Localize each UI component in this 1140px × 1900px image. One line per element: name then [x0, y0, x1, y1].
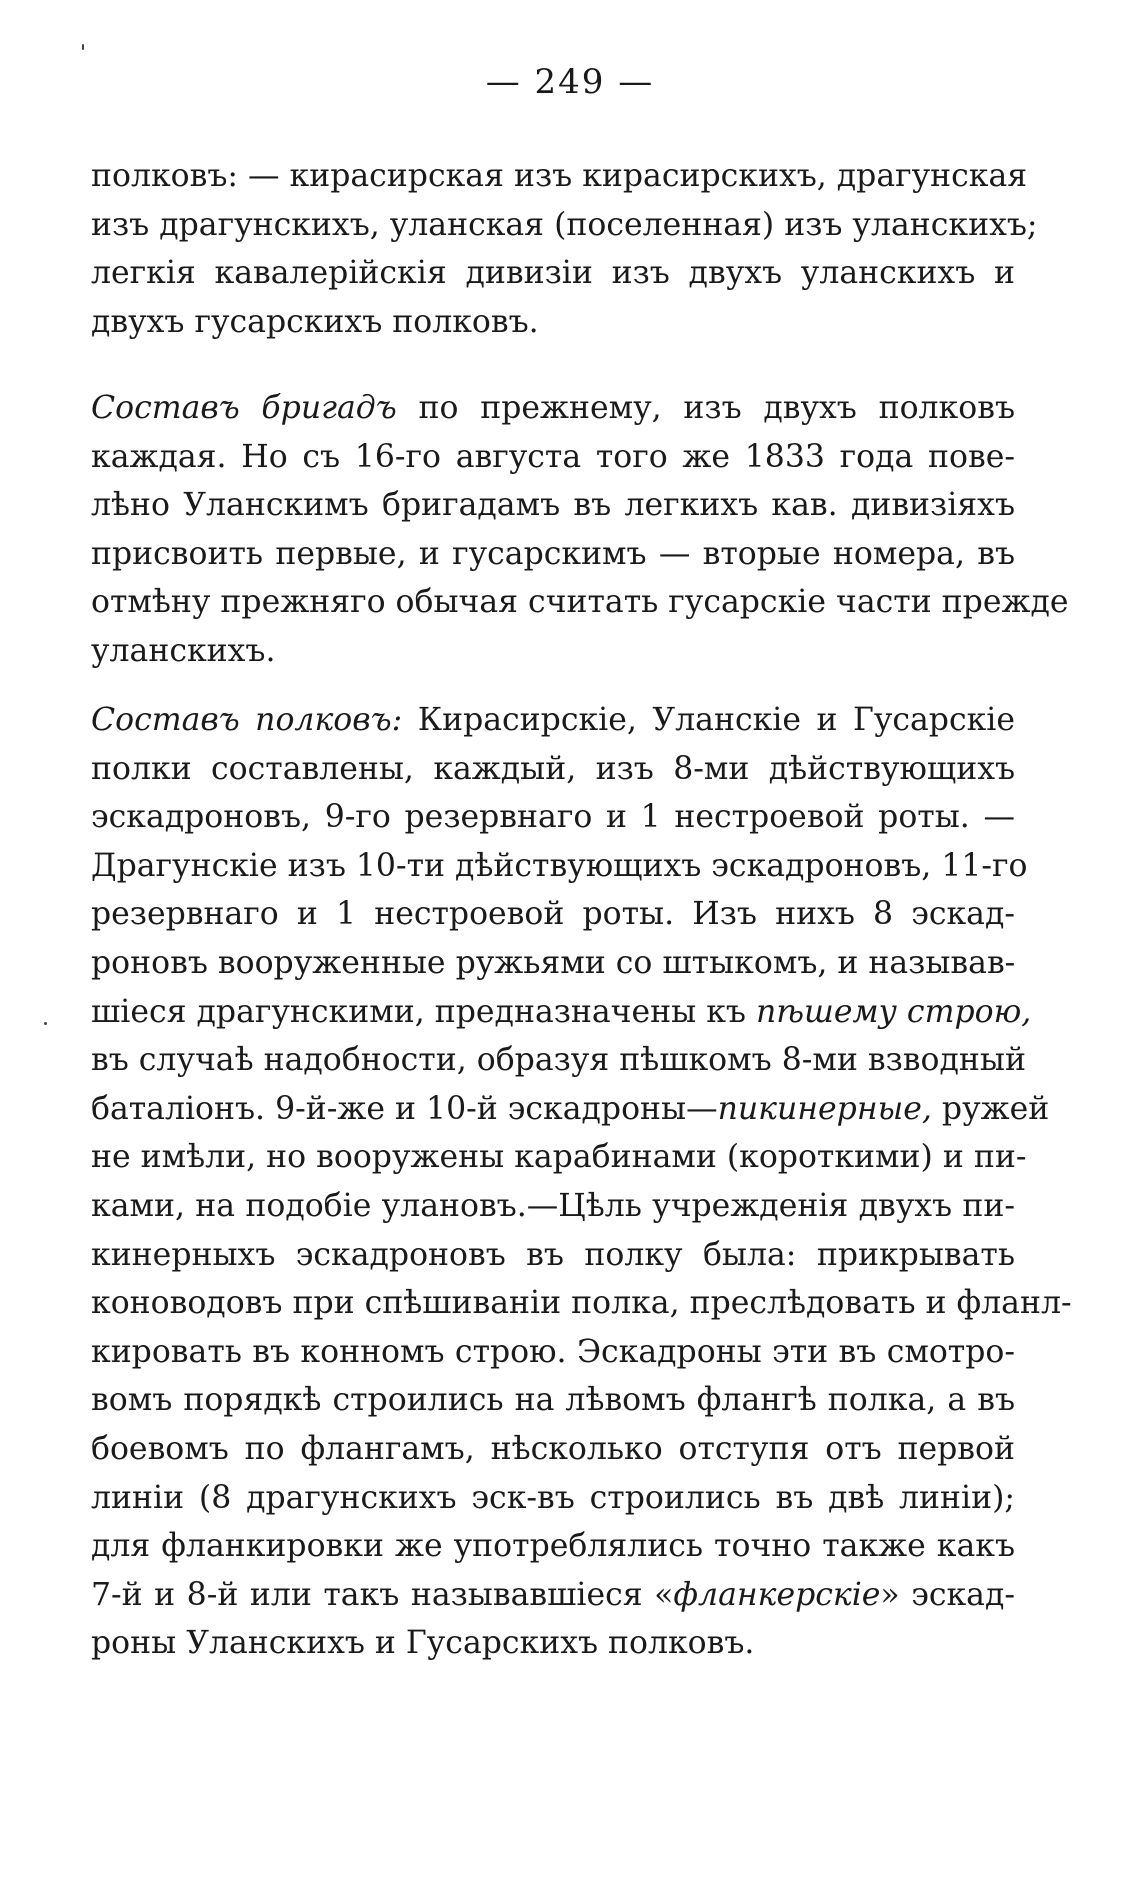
- text-line: [91, 578, 1069, 627]
- text-line: [91, 433, 1015, 482]
- text-line: [91, 1376, 1015, 1425]
- text-line: [91, 249, 1015, 298]
- paragraph-1: [91, 152, 1038, 346]
- text-line: [91, 1231, 1015, 1280]
- paragraph-3: [91, 696, 1072, 1668]
- margin-speck: [44, 1022, 47, 1025]
- text-segment: полки составлены, каждый, изъ 8-ми дѣйствующихъ: [91, 750, 1015, 787]
- text-line: [91, 530, 1015, 579]
- text-segment: эскадроновъ, 9-го резервнаго и 1 нестроевой роты. —: [91, 799, 1015, 836]
- text-segment: ками, на подобіе улановъ.—Цѣль учрежденія двухъ пи-: [91, 1187, 1015, 1224]
- text-line: [91, 1182, 1015, 1231]
- text-line: [91, 1571, 1015, 1620]
- text-segment: не имѣли, но вооружены карабинами (короткими) и пи-: [91, 1139, 1027, 1176]
- text-line: [91, 298, 1015, 347]
- text-segment: ружей: [931, 1090, 1050, 1127]
- text-segment: шіеся драгунскими, предназначены къ: [91, 993, 756, 1030]
- text-segment: для фланкировки же употреблялись точно также какъ: [91, 1528, 1015, 1565]
- italic-text: Составъ полковъ:: [91, 702, 403, 738]
- text-segment: Драгунскіе изъ 10-ти дѣйствующихъ эскадроновъ, 11-го: [91, 847, 1028, 884]
- text-segment: баталіонъ. 9-й-же и 10-й эскадроны—: [91, 1090, 718, 1127]
- text-segment: роны Уланскихъ и Гусарскихъ полковъ.: [91, 1625, 755, 1662]
- text-line: [91, 627, 1015, 676]
- text-segment: линіи (8 драгунскихъ эск-въ строились въ двѣ линіи);: [91, 1479, 1015, 1516]
- text-segment: двухъ гусарскихъ полковъ.: [91, 303, 539, 340]
- text-segment: каждая. Но съ 16-го августа того же 1833 года пове-: [91, 438, 1015, 475]
- text-segment: легкія кавалерійскія дивизіи изъ двухъ уланскихъ и: [91, 255, 1015, 292]
- text-line: [91, 1522, 1015, 1571]
- text-segment: роновъ вооруженные ружьями со штыкомъ, и называв-: [91, 944, 1016, 981]
- text-line: [91, 1085, 1050, 1134]
- text-segment: лѣно Уланскимъ бригадамъ въ легкихъ кав. дивизіяхъ: [91, 487, 1015, 524]
- margin-speck: [82, 44, 84, 50]
- text-segment: коноводовъ при спѣшиваніи полка, преслѣдовать и фланл-: [91, 1285, 1072, 1322]
- text-segment: Кирасирскіе, Уланскіе и Гусарскіе: [402, 702, 1015, 738]
- text-line: [91, 384, 1015, 433]
- text-line: [91, 1425, 1015, 1474]
- text-segment: кировать въ конномъ строю. Эскадроны эти въ смотро-: [91, 1333, 1015, 1370]
- text-line: [91, 696, 1015, 745]
- text-segment: резервнаго и 1 нестроевой роты. Изъ нихъ 8 эскад-: [91, 896, 1015, 933]
- italic-text: фланкерскіе: [673, 1576, 881, 1613]
- text-line: [91, 1279, 1072, 1328]
- italic-text: Составъ бригадъ: [91, 390, 397, 426]
- text-segment: кинерныхъ эскадроновъ въ полку была: прикрывать: [91, 1236, 1015, 1273]
- text-segment: уланскихъ.: [91, 632, 276, 669]
- text-line: [91, 988, 1032, 1037]
- text-line: [91, 481, 1015, 530]
- text-line: [91, 1328, 1015, 1377]
- text-segment: изъ драгунскихъ, уланская (поселенная) изъ уланскихъ;: [91, 206, 1038, 243]
- text-segment: отмѣну прежняго обычая считать гусарскіе части прежде: [91, 584, 1069, 621]
- text-line: [91, 842, 1028, 891]
- text-segment: вомъ порядкѣ строились на лѣвомъ флангѣ полка, а въ: [91, 1382, 1015, 1419]
- text-line: [91, 745, 1015, 794]
- text-line: [91, 890, 1015, 939]
- italic-text: пѣшему строю,: [755, 993, 1032, 1030]
- text-segment: 7-й и 8-й или такъ называвшіеся «: [91, 1576, 674, 1613]
- text-segment: по прежнему, изъ двухъ полковъ: [396, 390, 1015, 426]
- page-number: — 249 —: [485, 62, 655, 102]
- text-line: [91, 1474, 1015, 1523]
- text-line: [91, 152, 1028, 201]
- text-line: [91, 201, 1038, 250]
- italic-text: пикинерные,: [717, 1090, 932, 1127]
- text-line: [91, 1133, 1027, 1182]
- text-line: [91, 939, 1015, 988]
- text-segment: въ случаѣ надобности, образуя пѣшкомъ 8-ми взводный: [91, 1042, 1026, 1079]
- text-segment: полковъ: — кирасирская изъ кирасирскихъ, драгунская: [91, 158, 1028, 194]
- text-line: [91, 1036, 1026, 1085]
- text-segment: боевомъ по флангамъ, нѣсколько отступя отъ первой: [91, 1430, 1015, 1467]
- text-line: [91, 1619, 1015, 1668]
- text-segment: » эскад-: [880, 1576, 1015, 1613]
- text-line: [91, 793, 1015, 842]
- paragraph-2: [91, 384, 1069, 676]
- text-segment: присвоить первые, и гусарскимъ — вторые номера, въ: [91, 535, 1015, 572]
